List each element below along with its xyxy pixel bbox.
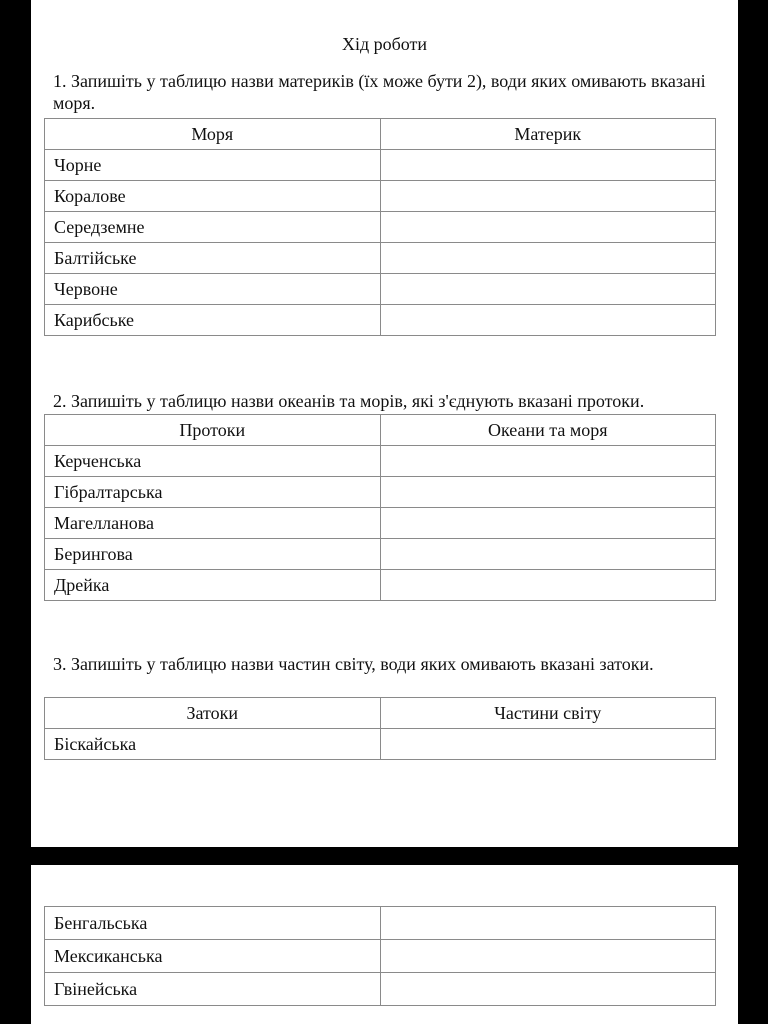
answer-cell[interactable]	[380, 539, 716, 570]
strait-name: Магелланова	[45, 508, 381, 539]
answer-cell[interactable]	[380, 274, 716, 305]
page-title: Хід роботи	[341, 34, 428, 54]
table-row	[45, 243, 716, 274]
worksheet-page	[31, 0, 738, 847]
table-row	[45, 150, 716, 181]
column-header-bays: Затоки	[45, 698, 381, 729]
bay-name: Мексиканська	[45, 940, 381, 973]
column-header-seas: Моря	[45, 119, 381, 150]
column-header-oceans-seas: Океани та моря	[380, 415, 716, 446]
sea-name: Коралове	[45, 181, 381, 212]
table-row	[45, 305, 716, 336]
table-header-row	[45, 119, 716, 150]
answer-cell[interactable]	[380, 570, 716, 601]
worksheet-page-continued	[31, 865, 738, 1024]
strait-name: Керченська	[45, 446, 381, 477]
bay-name: Гвінейська	[45, 973, 381, 1006]
bays-table-continued	[44, 906, 716, 1006]
sea-name: Середземне	[45, 212, 381, 243]
task-3-instruction: 3. Запишіть у таблицю назви частин світу, води яких омивають вказані затоки.	[53, 654, 654, 674]
column-header-continent: Материк	[380, 119, 716, 150]
answer-cell[interactable]	[380, 181, 716, 212]
strait-name: Берингова	[45, 539, 381, 570]
answer-cell[interactable]	[380, 212, 716, 243]
table-row	[45, 477, 716, 508]
task-1-instruction: 1. Запишіть у таблицю назви материків (їх може бути 2), води яких омивають вказані моря.	[53, 71, 706, 113]
straits-table	[44, 414, 716, 601]
bays-table	[44, 697, 716, 760]
table-row	[45, 539, 716, 570]
answer-cell[interactable]	[380, 150, 716, 181]
task-2-instruction: 2. Запишіть у таблицю назви океанів та морів, які з'єднують вказані протоки.	[53, 391, 645, 411]
answer-cell[interactable]	[380, 508, 716, 539]
answer-cell[interactable]	[380, 477, 716, 508]
column-header-straits: Протоки	[45, 415, 381, 446]
table-row	[45, 973, 716, 1006]
answer-cell[interactable]	[380, 446, 716, 477]
seas-table	[44, 118, 716, 336]
answer-cell[interactable]	[380, 973, 716, 1006]
table-header-row	[45, 698, 716, 729]
table-row	[45, 274, 716, 305]
sea-name: Карибське	[45, 305, 381, 336]
answer-cell[interactable]	[380, 305, 716, 336]
sea-name: Балтійське	[45, 243, 381, 274]
strait-name: Гібралтарська	[45, 477, 381, 508]
strait-name: Дрейка	[45, 570, 381, 601]
table-row	[45, 940, 716, 973]
table-row	[45, 570, 716, 601]
answer-cell[interactable]	[380, 243, 716, 274]
column-header-parts-of-world: Частини світу	[380, 698, 716, 729]
answer-cell[interactable]	[380, 907, 716, 940]
bay-name: Біскайська	[45, 729, 381, 760]
table-row	[45, 446, 716, 477]
table-row	[45, 508, 716, 539]
bay-name: Бенгальська	[45, 907, 381, 940]
table-row	[45, 729, 716, 760]
answer-cell[interactable]	[380, 940, 716, 973]
table-row	[45, 181, 716, 212]
table-header-row	[45, 415, 716, 446]
answer-cell[interactable]	[380, 729, 716, 760]
sea-name: Червоне	[45, 274, 381, 305]
table-row	[45, 907, 716, 940]
table-row	[45, 212, 716, 243]
sea-name: Чорне	[45, 150, 381, 181]
